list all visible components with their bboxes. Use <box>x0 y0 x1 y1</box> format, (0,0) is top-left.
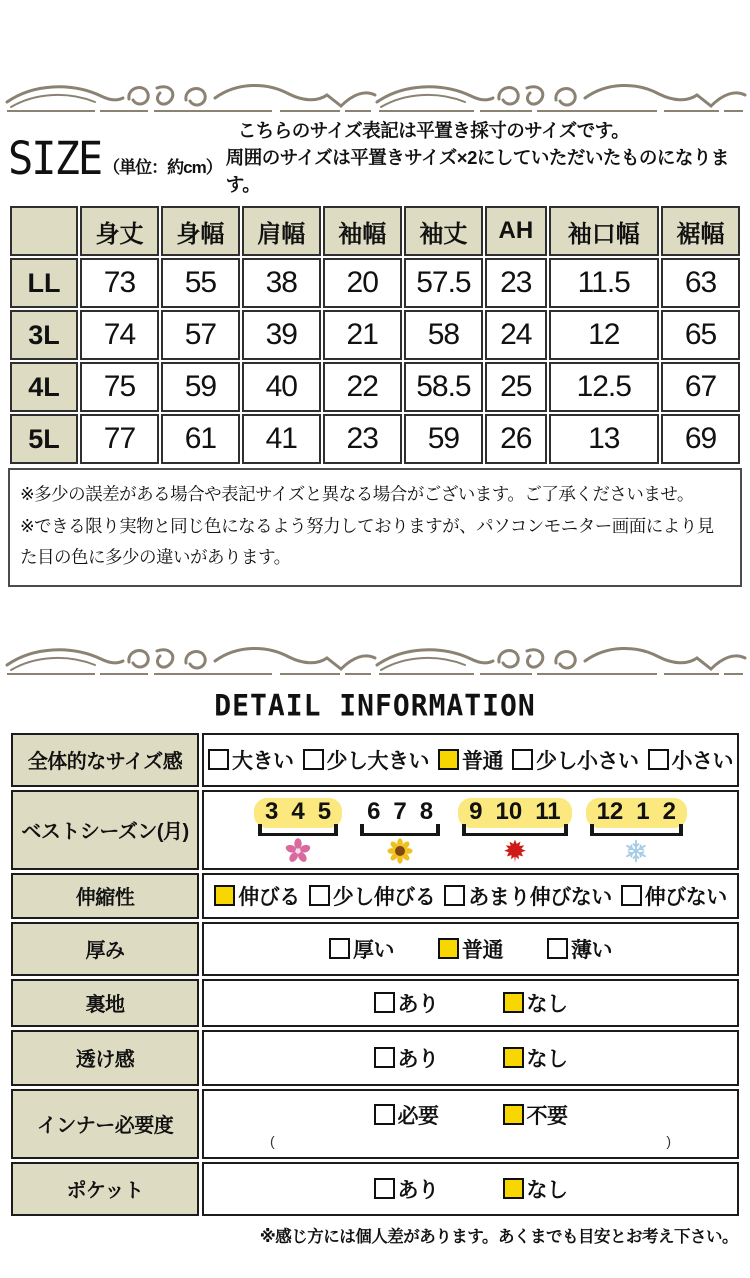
size-cell: 57 <box>161 310 240 360</box>
size-cell: 58 <box>404 310 483 360</box>
detail-row-stretch <box>11 873 739 919</box>
checkbox-icon <box>547 938 568 959</box>
flourish-divider <box>5 641 745 679</box>
size-table-header-row <box>10 206 740 256</box>
size-cell: 74 <box>80 310 159 360</box>
size-description-line1: こちらのサイズ表記は平置き採寸のサイズです。 <box>237 120 630 141</box>
month-number: 5 <box>317 798 332 826</box>
checkbox-option <box>438 745 503 775</box>
season-group-winter <box>586 798 687 864</box>
size-row-label: 3L <box>10 310 78 360</box>
checkbox-option <box>512 745 639 775</box>
size-cell: 12 <box>549 310 660 360</box>
size-title: SIZE <box>8 131 102 185</box>
month-number: 7 <box>393 798 407 826</box>
season-groups <box>208 796 733 864</box>
detail-row-best-season <box>11 790 739 870</box>
option-label: 厚い <box>353 938 394 962</box>
checkbox-option <box>503 1043 568 1073</box>
season-bracket <box>462 825 567 836</box>
detail-row-label: インナー必要度 <box>11 1089 199 1159</box>
checkbox-icon <box>208 749 229 770</box>
size-cell: 13 <box>549 414 660 464</box>
checkbox-option <box>374 1174 439 1204</box>
size-cell: 59 <box>161 362 240 412</box>
season-bracket <box>258 825 338 836</box>
size-cell: 69 <box>661 414 740 464</box>
checkbox-icon <box>438 749 459 770</box>
option-label: 大きい <box>232 749 294 773</box>
checkbox-option <box>621 881 727 911</box>
checkbox-icon <box>503 992 524 1013</box>
size-row-label: LL <box>10 258 78 308</box>
checkbox-option <box>503 988 568 1018</box>
month-number: 1 <box>636 798 650 826</box>
month-number: 2 <box>662 798 676 826</box>
size-cell: 22 <box>323 362 402 412</box>
option-label: あり <box>397 1047 439 1071</box>
option-label: 伸びる <box>238 885 300 909</box>
detail-table <box>8 730 742 1219</box>
option-label: 伸びない <box>644 885 727 909</box>
detail-row-thickness <box>11 922 739 976</box>
checkbox-icon <box>444 885 465 906</box>
detail-row-label: 全体的なサイズ感 <box>11 733 199 787</box>
option-label: 薄い <box>571 938 612 962</box>
checkbox-icon <box>374 1104 395 1125</box>
options-group <box>208 1174 733 1204</box>
checkbox-option <box>503 1100 568 1130</box>
checkbox-option <box>503 1174 568 1204</box>
column-header: 袖丈 <box>404 206 483 256</box>
season-months <box>254 798 342 828</box>
size-cell: 23 <box>485 258 546 308</box>
option-label: なし <box>526 1047 568 1071</box>
month-number: 4 <box>291 798 305 826</box>
size-cell: 24 <box>485 310 546 360</box>
maple-leaf-icon <box>502 838 528 864</box>
option-label: なし <box>526 1178 568 1202</box>
size-row-label: 4L <box>10 362 78 412</box>
detail-row-label: ベストシーズン(月) <box>11 790 199 870</box>
checkbox-icon <box>329 938 350 959</box>
size-cell: 39 <box>242 310 321 360</box>
size-cell: 75 <box>80 362 159 412</box>
checkbox-icon <box>621 885 642 906</box>
checkbox-icon <box>374 1178 395 1199</box>
checkbox-icon <box>374 992 395 1013</box>
size-cell: 21 <box>323 310 402 360</box>
checkbox-option <box>303 745 430 775</box>
inner-note-parens <box>208 1134 733 1148</box>
option-label: 少し小さい <box>536 749 639 773</box>
column-header: 裾幅 <box>661 206 740 256</box>
size-table-row <box>10 258 740 308</box>
checkbox-icon <box>214 885 235 906</box>
size-cell: 57.5 <box>404 258 483 308</box>
option-label: 少し大きい <box>326 749 429 773</box>
size-cell: 77 <box>80 414 159 464</box>
size-section-header <box>8 118 746 198</box>
detail-footnote: ※感じ方には個人差があります。あくまでも目安とお考え下さい。 <box>259 1227 738 1246</box>
month-number: 6 <box>367 798 381 826</box>
detail-row-inner-need <box>11 1089 739 1159</box>
season-group-summer <box>356 798 444 864</box>
checkbox-icon <box>503 1104 524 1125</box>
options-group <box>208 934 733 964</box>
season-bracket <box>360 825 440 836</box>
detail-row-label: 透け感 <box>11 1030 199 1086</box>
paren-open: ( <box>270 1132 275 1149</box>
size-cell: 65 <box>661 310 740 360</box>
option-label: 必要 <box>397 1104 439 1128</box>
checkbox-icon <box>303 749 324 770</box>
detail-row-label: ポケット <box>11 1162 199 1216</box>
size-table-row <box>10 310 740 360</box>
size-table <box>8 204 742 466</box>
snowflake-icon <box>623 838 649 864</box>
size-cell: 55 <box>161 258 240 308</box>
detail-row-pocket <box>11 1162 739 1216</box>
option-label: 不要 <box>526 1104 568 1128</box>
size-cell: 23 <box>323 414 402 464</box>
option-label: あり <box>397 992 439 1016</box>
month-number: 10 <box>495 798 523 826</box>
detail-section-title: DETAIL INFORMATION <box>214 688 536 723</box>
size-table-row <box>10 362 740 412</box>
size-cell: 67 <box>661 362 740 412</box>
season-bracket <box>590 825 683 836</box>
detail-row-lining <box>11 979 739 1027</box>
detail-row-label: 裏地 <box>11 979 199 1027</box>
options-group <box>208 881 733 911</box>
cherry-blossom-icon <box>285 838 311 864</box>
paren-close: ) <box>666 1132 671 1149</box>
season-group-autumn <box>458 798 571 864</box>
size-cell: 63 <box>661 258 740 308</box>
column-header: 袖口幅 <box>549 206 660 256</box>
checkbox-option <box>374 1043 439 1073</box>
column-header: 身丈 <box>80 206 159 256</box>
sunflower-icon <box>387 838 413 864</box>
option-label: 小さい <box>671 749 733 773</box>
checkbox-icon <box>438 938 459 959</box>
checkbox-option <box>329 934 394 964</box>
season-months <box>586 798 687 828</box>
size-note-line: ※できる限り実物と同じ色になるよう努力しておりますが、パソコンモニター画面により見た目の色に多少の違いがあります。 <box>20 515 714 567</box>
size-cell: 12.5 <box>549 362 660 412</box>
size-row-label: 5L <box>10 414 78 464</box>
column-header: 袖幅 <box>323 206 402 256</box>
column-header: AH <box>485 206 546 256</box>
options-group <box>208 1043 733 1073</box>
option-label: 普通 <box>462 749 503 773</box>
checkbox-option <box>648 745 734 775</box>
checkbox-option <box>374 1100 439 1130</box>
size-cell: 25 <box>485 362 546 412</box>
size-notes-box <box>8 468 742 586</box>
size-note-line: ※多少の誤差がある場合や表記サイズと異なる場合がございます。ご了承くださいませ。 <box>20 484 694 505</box>
size-cell: 11.5 <box>549 258 660 308</box>
option-label: なし <box>526 992 568 1016</box>
checkbox-icon <box>374 1047 395 1068</box>
size-cell: 40 <box>242 362 321 412</box>
size-cell: 41 <box>242 414 321 464</box>
option-label: 普通 <box>462 938 503 962</box>
checkbox-option <box>214 881 300 911</box>
month-number: 9 <box>469 798 483 826</box>
column-header: 身幅 <box>161 206 240 256</box>
size-cell: 58.5 <box>404 362 483 412</box>
checkbox-option <box>444 881 612 911</box>
options-group <box>208 745 733 775</box>
checkbox-icon <box>309 885 330 906</box>
size-cell: 59 <box>404 414 483 464</box>
size-unit: （単位：約cm） <box>103 157 222 177</box>
corner-cell <box>10 206 78 256</box>
detail-row-size-feel <box>11 733 739 787</box>
month-number: 3 <box>264 798 279 826</box>
detail-row-label: 伸縮性 <box>11 873 199 919</box>
size-cell: 26 <box>485 414 546 464</box>
column-header: 肩幅 <box>242 206 321 256</box>
flourish-divider <box>5 78 745 116</box>
checkbox-option <box>547 934 612 964</box>
month-number: 8 <box>419 798 434 826</box>
checkbox-option <box>309 881 436 911</box>
checkbox-icon <box>648 749 669 770</box>
size-cell: 20 <box>323 258 402 308</box>
season-months <box>356 798 444 828</box>
size-description <box>226 118 746 198</box>
size-detail-infographic <box>0 78 750 1278</box>
checkbox-icon <box>503 1178 524 1199</box>
size-table-row <box>10 414 740 464</box>
checkbox-icon <box>512 749 533 770</box>
option-label: あまり伸びない <box>468 885 612 909</box>
size-description-line2: 周囲のサイズは平置きサイズ×2にしていただいたものになります。 <box>225 146 729 195</box>
season-months <box>458 798 571 828</box>
checkbox-option <box>438 934 503 964</box>
month-number: 11 <box>535 798 561 826</box>
options-group <box>208 1100 733 1130</box>
checkbox-option <box>208 745 294 775</box>
checkbox-icon <box>503 1047 524 1068</box>
detail-row-label: 厚み <box>11 922 199 976</box>
size-cell: 61 <box>161 414 240 464</box>
checkbox-option <box>374 988 439 1018</box>
size-cell: 73 <box>80 258 159 308</box>
detail-row-sheerness <box>11 1030 739 1086</box>
option-label: 少し伸びる <box>332 885 436 909</box>
month-number: 12 <box>596 798 624 826</box>
option-label: あり <box>397 1178 439 1202</box>
size-cell: 38 <box>242 258 321 308</box>
season-group-spring <box>254 798 342 864</box>
options-group <box>208 988 733 1018</box>
